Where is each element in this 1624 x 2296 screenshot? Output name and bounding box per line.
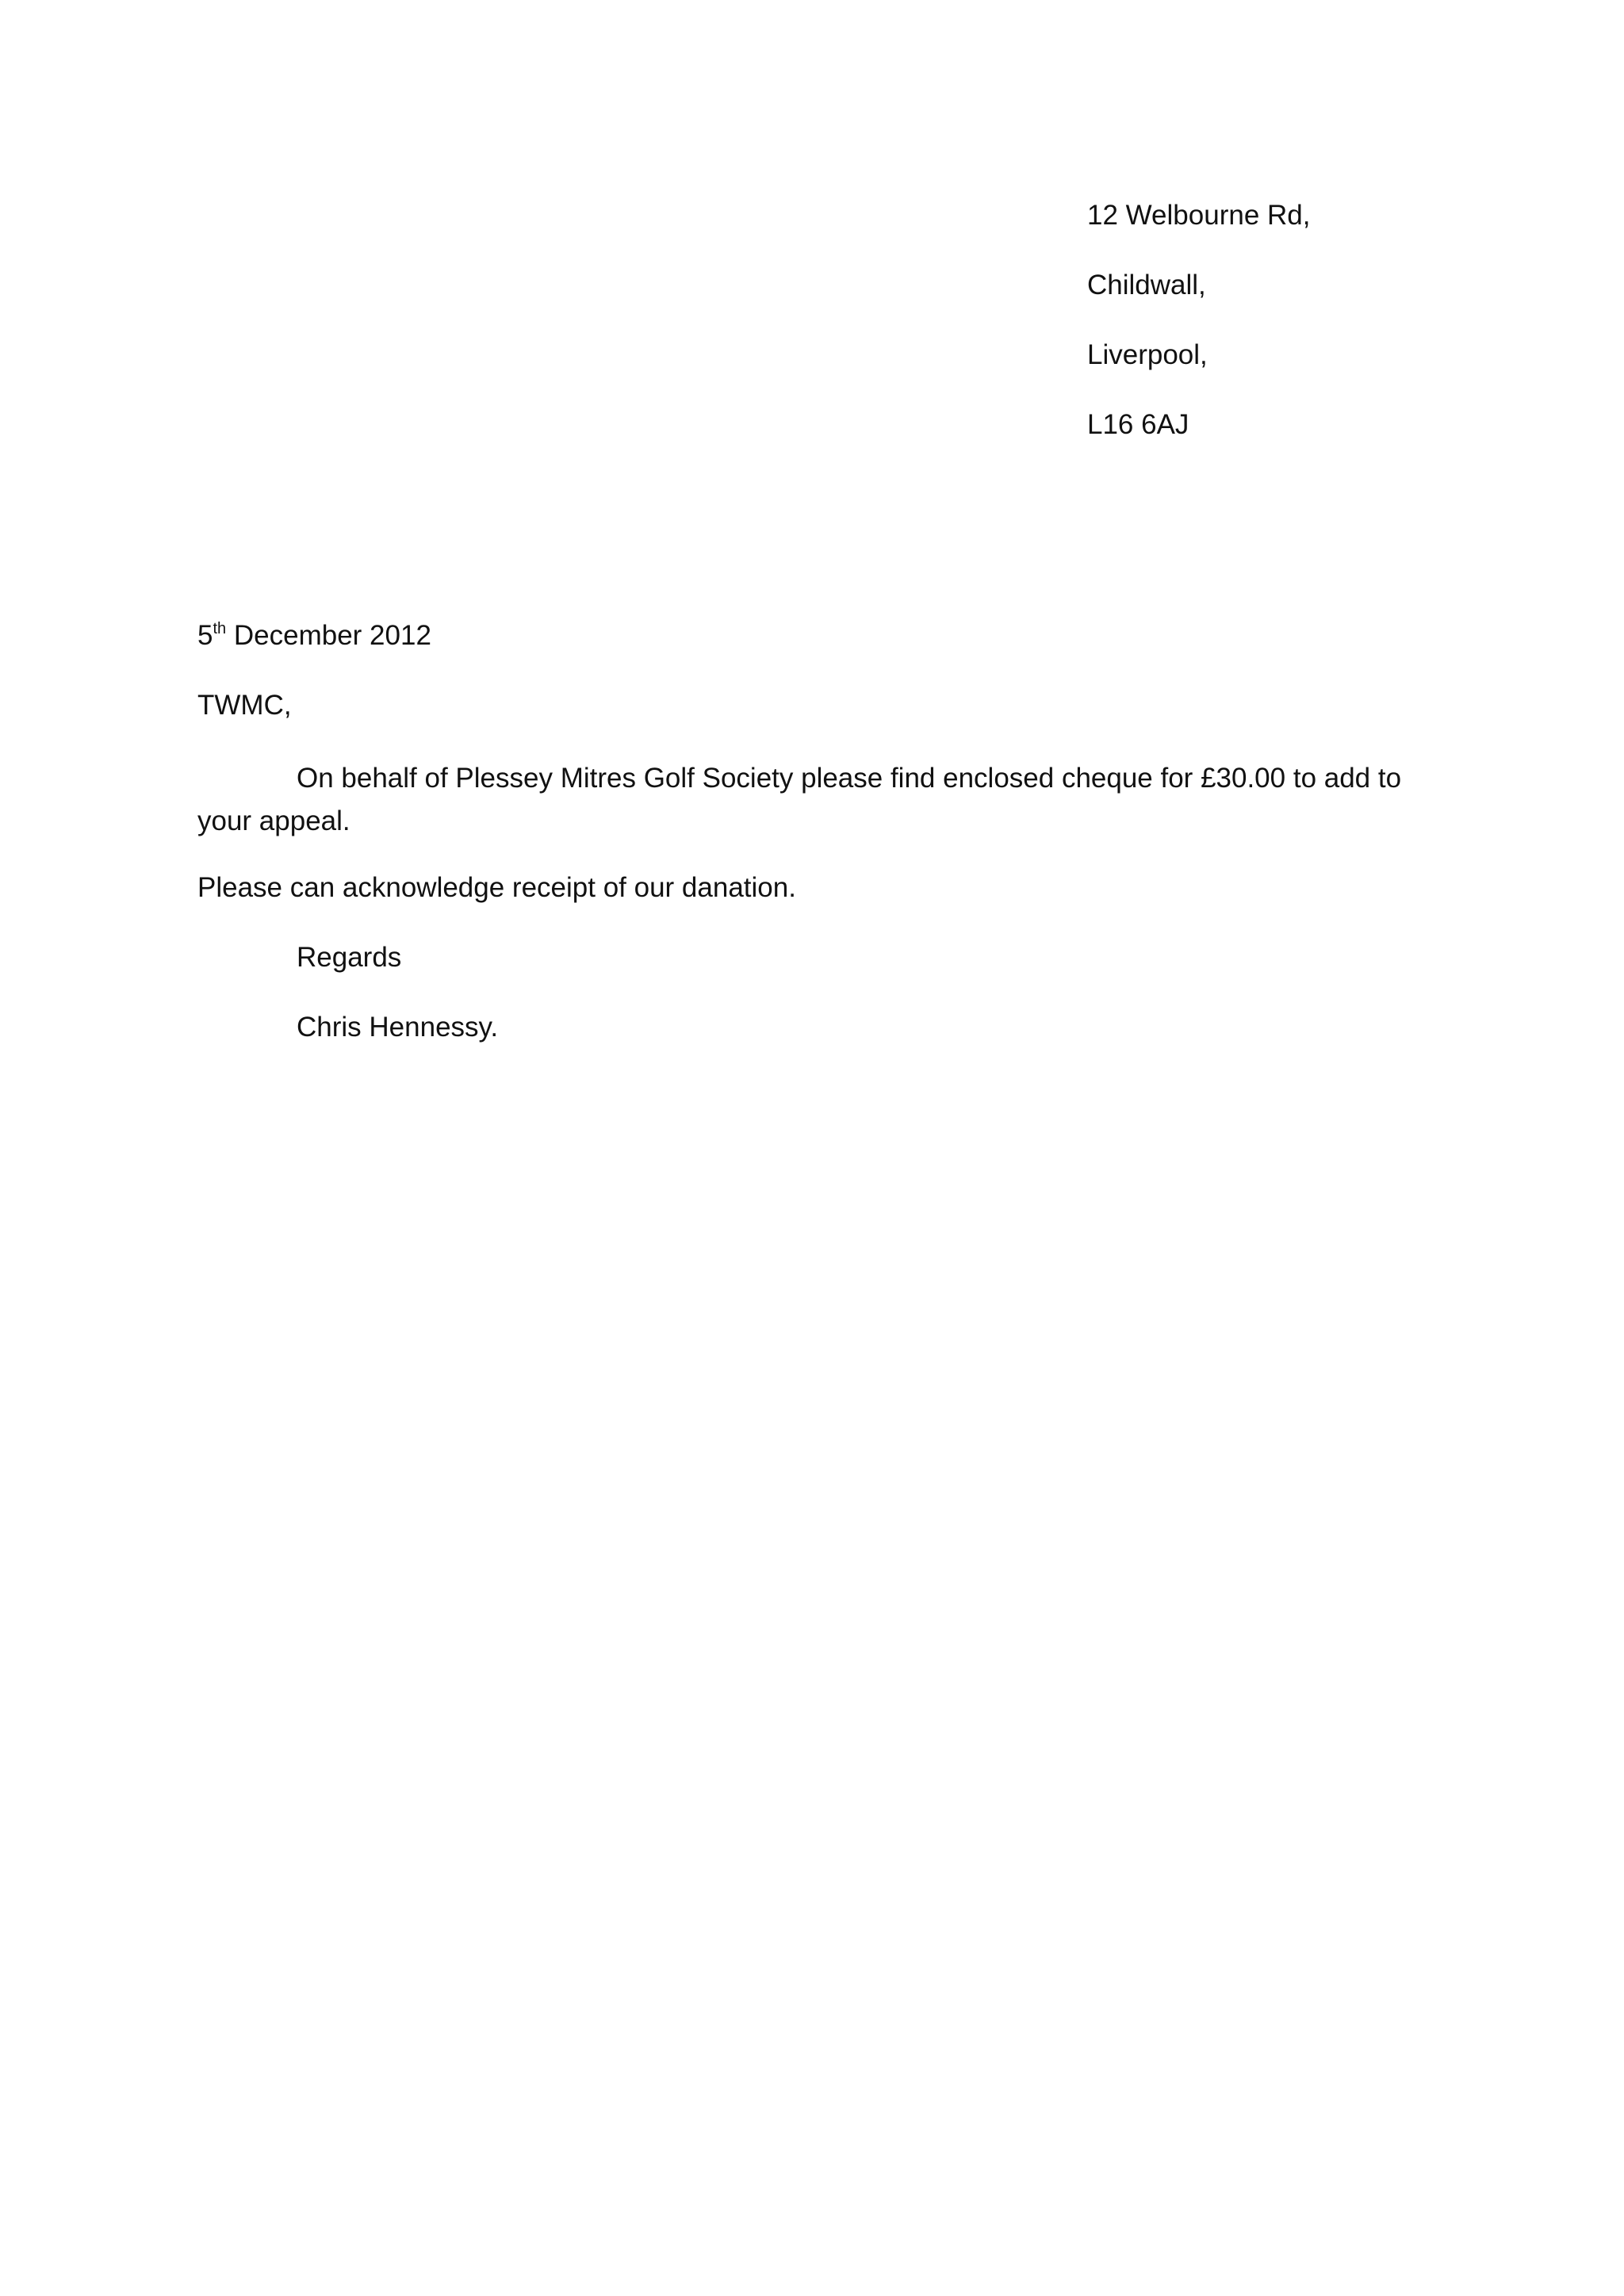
letter-date xyxy=(197,618,431,653)
address-line-3: Liverpool, xyxy=(1087,339,1208,370)
date-day: 5 xyxy=(197,620,213,651)
address-line-2: Childwall, xyxy=(1087,270,1206,300)
closing: Regards xyxy=(297,942,402,973)
salutation: TWMC, xyxy=(197,690,292,721)
address-line-1: 12 Welbourne Rd, xyxy=(1087,200,1311,231)
acknowledgement-request: Please can acknowledge receipt of our danation. xyxy=(197,872,796,903)
date-month-year: December 2012 xyxy=(226,620,431,651)
date-suffix: th xyxy=(213,620,227,637)
signature: Chris Hennessy. xyxy=(297,1012,499,1043)
body-paragraph: On behalf of Plessey Mitres Golf Society please find enclosed cheque for £30.00 to add to your appeal. xyxy=(197,763,1402,836)
address-postcode: L16 6AJ xyxy=(1087,409,1189,440)
